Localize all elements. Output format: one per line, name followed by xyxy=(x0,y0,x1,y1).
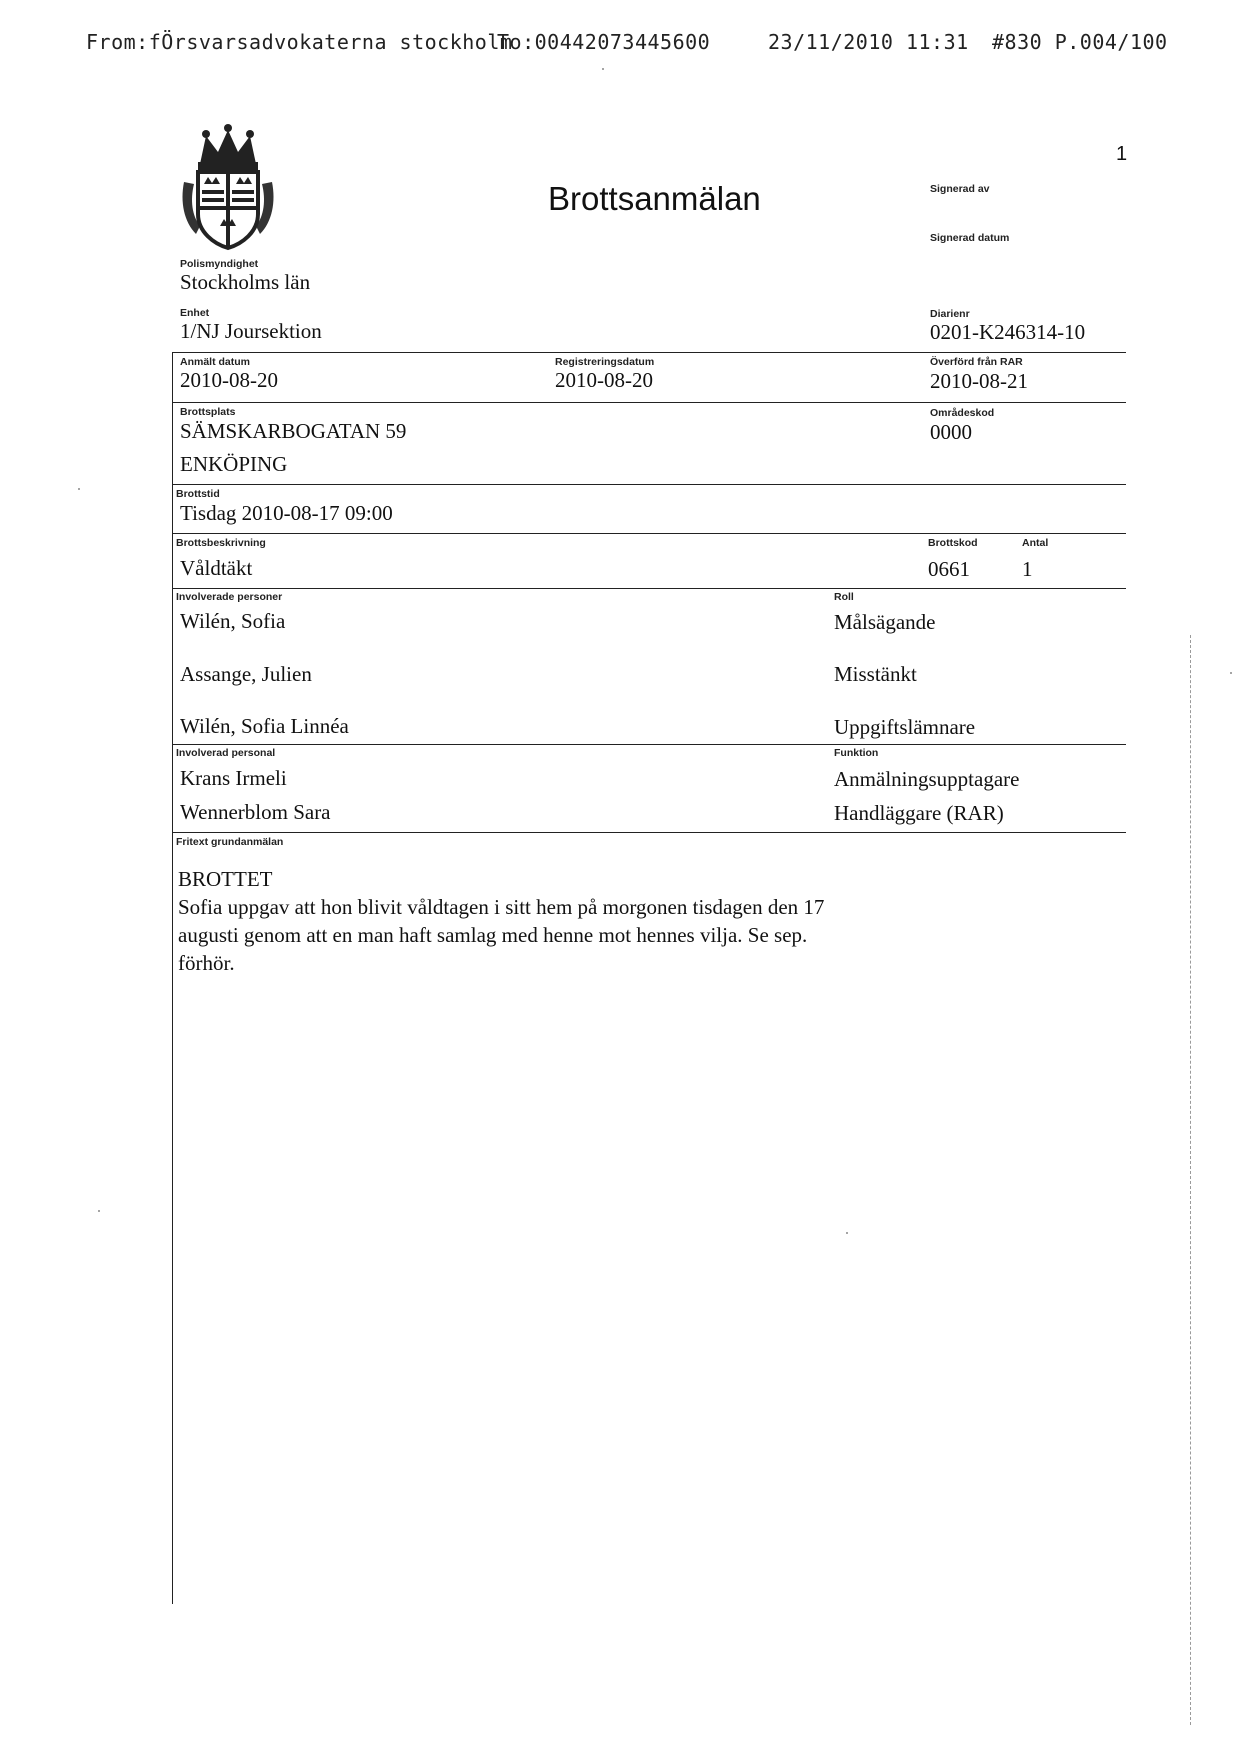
crime-code-label: Brottskod xyxy=(928,537,978,549)
fax-sender: From:fÖrsvarsadvokaterna stockholm xyxy=(86,30,513,54)
location-city: ENKÖPING xyxy=(180,452,288,476)
registered-date-value: 2010-08-20 xyxy=(555,368,653,392)
personnel-label: Involverad personal xyxy=(176,747,276,759)
free-text-line: Sofia uppgav att hon blivit våldtagen i sitt hem på morgonen tisdagen den 17 xyxy=(178,895,825,919)
transferred-date-label: Överförd från RAR xyxy=(930,356,1023,368)
person-name: Assange, Julien xyxy=(180,662,312,686)
count-value: 1 xyxy=(1022,557,1033,581)
signed-date-label: Signerad datum xyxy=(930,232,1010,244)
diary-label: Diarienr xyxy=(930,308,970,320)
form-divider-free-text xyxy=(172,832,1126,833)
fax-datetime: 23/11/2010 11:31 xyxy=(768,30,969,54)
personnel-function: Handläggare (RAR) xyxy=(834,801,1004,825)
person-role: Misstänkt xyxy=(834,662,917,686)
reported-date-value: 2010-08-20 xyxy=(180,368,278,392)
form-divider-persons xyxy=(172,588,1126,589)
crime-time-label: Brottstid xyxy=(176,488,220,500)
scan-speck xyxy=(1230,672,1232,674)
person-role: Uppgiftslämnare xyxy=(834,715,976,739)
form-divider-location xyxy=(172,402,1126,403)
unit-value: 1/NJ Joursektion xyxy=(180,319,322,343)
crime-time-value: Tisdag 2010-08-17 09:00 xyxy=(180,501,393,525)
form-divider-description xyxy=(172,533,1126,534)
personnel-function: Anmälningsupptagare xyxy=(834,767,1020,791)
diary-number: 0201-K246314-10 xyxy=(930,320,1086,344)
fax-page-counter: #830 P.004/100 xyxy=(992,30,1168,54)
crime-description-label: Brottsbeskrivning xyxy=(176,537,266,549)
scan-speck xyxy=(78,488,80,490)
transferred-date-value: 2010-08-21 xyxy=(930,369,1028,393)
scan-edge-line xyxy=(1190,635,1191,1725)
location-street: SÄMSKARBOGATAN 59 xyxy=(180,419,407,443)
form-left-border xyxy=(172,352,173,1604)
free-text-line: augusti genom att en man haft samlag med henne mot hennes vilja. Se sep. xyxy=(178,923,808,947)
police-crest-logo xyxy=(178,122,278,252)
count-label: Antal xyxy=(1022,537,1049,549)
crime-description-value: Våldtäkt xyxy=(180,556,253,580)
function-label: Funktion xyxy=(834,747,879,759)
signed-by-label: Signerad av xyxy=(930,183,990,195)
document-title: Brottsanmälan xyxy=(548,180,761,217)
fax-recipient: To:00442073445600 xyxy=(497,30,711,54)
authority-label: Polismyndighet xyxy=(180,258,259,270)
scan-speck xyxy=(602,68,604,70)
free-text-label: Fritext grundanmälan xyxy=(176,836,284,848)
personnel-name: Wennerblom Sara xyxy=(180,800,331,824)
person-name: Wilén, Sofia Linnéa xyxy=(180,714,349,738)
scan-speck xyxy=(846,1232,848,1234)
free-text-heading: BROTTET xyxy=(178,867,273,891)
crime-code-value: 0661 xyxy=(928,557,970,581)
area-code-label: Områdeskod xyxy=(930,407,995,419)
form-divider-dates xyxy=(172,352,1126,353)
form-divider-time xyxy=(172,484,1126,485)
authority-value: Stockholms län xyxy=(180,270,311,294)
person-name: Wilén, Sofia xyxy=(180,609,286,633)
free-text-line: förhör. xyxy=(178,951,235,975)
page-number: 1 xyxy=(1116,143,1128,165)
persons-label: Involverade personer xyxy=(176,591,283,603)
area-code-value: 0000 xyxy=(930,420,972,444)
registered-date-label: Registreringsdatum xyxy=(555,356,655,368)
free-text-body xyxy=(178,865,898,977)
location-label: Brottsplats xyxy=(180,406,236,418)
scan-speck xyxy=(98,1210,100,1212)
unit-label: Enhet xyxy=(180,307,210,319)
reported-date-label: Anmält datum xyxy=(180,356,251,368)
form-divider-personnel xyxy=(172,744,1126,745)
person-role: Målsägande xyxy=(834,610,936,634)
personnel-name: Krans Irmeli xyxy=(180,766,287,790)
role-label: Roll xyxy=(834,591,854,603)
